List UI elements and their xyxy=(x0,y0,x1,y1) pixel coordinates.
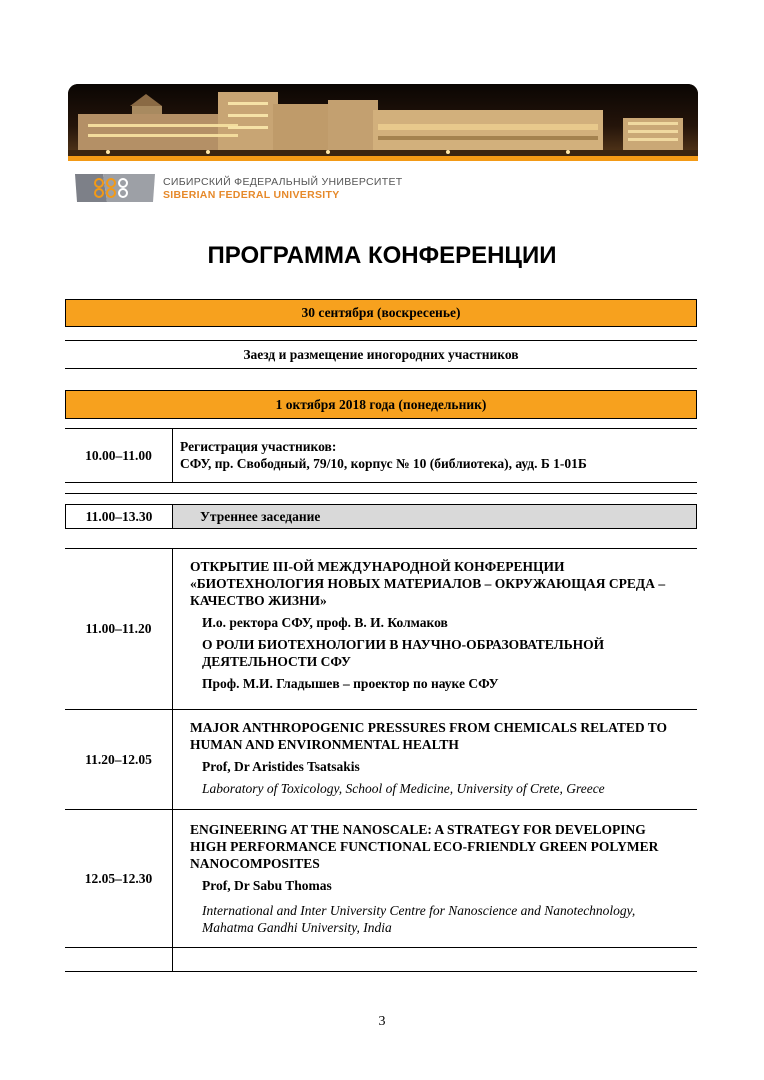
item-title: MAJOR ANTHROPOGENIC PRESSURES FROM CHEMICALS RELATED TO HUMAN AND ENVIRONMENTAL HEALTH xyxy=(190,720,668,752)
item-speaker: Prof, Dr Aristides Tsatsakis xyxy=(202,759,360,774)
day-header-sept-30: 30 сентября (воскресенье) xyxy=(65,299,697,327)
item-affiliation: International and Inter University Centre for Nanoscience and Nanotechnology, Mahatma Gandhi University, India xyxy=(202,903,636,935)
program-item-1 xyxy=(190,558,685,692)
page-title: ПРОГРАММА КОНФЕРЕНЦИИ xyxy=(207,242,557,269)
header-banner-photo xyxy=(68,84,698,160)
university-logo xyxy=(73,170,403,206)
arrival-note: Заезд и размещение иногородних участников xyxy=(243,346,519,362)
divider xyxy=(65,493,697,494)
column-divider xyxy=(172,947,173,971)
item-time: 12.05–12.30 xyxy=(84,870,153,886)
registration-time: 10.00–11.00 xyxy=(85,447,152,463)
registration-location: СФУ, пр. Свободный, 79/10, корпус № 10 (библиотека), ауд. Б 1-01Б xyxy=(180,456,587,471)
university-emblem-icon xyxy=(73,170,157,206)
banner-accent-bar xyxy=(68,156,698,161)
logo-text-russian: СИБИРСКИЙ ФЕДЕРАЛЬНЫЙ УНИВЕРСИТЕТ xyxy=(163,176,403,188)
item-speaker-secondary: Проф. М.И. Гладышев – проектор по науке СФУ xyxy=(202,676,499,691)
registration-label: Регистрация участников: xyxy=(180,439,337,454)
column-divider xyxy=(172,549,173,709)
session-time: 11.00–13.30 xyxy=(65,504,172,529)
item-time: 11.00–11.20 xyxy=(85,621,152,636)
session-label: Утреннее заседание xyxy=(200,509,321,524)
item-affiliation: Laboratory of Toxicology, School of Medicine, University of Crete, Greece xyxy=(202,781,605,796)
item-speaker: И.о. ректора СФУ, проф. В. И. Колмаков xyxy=(202,615,448,630)
item-title: ENGINEERING AT THE NANOSCALE: A STRATEGY FOR DEVELOPING HIGH PERFORMANCE FUNCTIONAL ECO-FRIENDLY GREEN POLYMER NANOCOMPOSITES xyxy=(190,822,659,871)
item-title: ОТКРЫТИЕ III-ОЙ МЕЖДУНАРОДНОЙ КОНФЕРЕНЦИИ «БИОТЕХНОЛОГИЯ НОВЫХ МАТЕРИАЛОВ – ОКРУЖАЮЩАЯ СРЕДА – КАЧЕСТВО ЖИЗНИ» xyxy=(190,559,666,608)
item-speaker: Prof, Dr Sabu Thomas xyxy=(202,878,332,893)
program-item-3 xyxy=(190,821,685,936)
logo-text-english: SIBERIAN FEDERAL UNIVERSITY xyxy=(163,189,340,201)
divider xyxy=(65,482,697,483)
divider xyxy=(65,947,697,948)
item-time: 11.20–12.05 xyxy=(85,751,152,767)
registration-details xyxy=(180,438,675,472)
column-divider xyxy=(172,429,173,482)
column-divider xyxy=(172,710,173,809)
page-number: 3 xyxy=(378,1014,386,1029)
day-header-oct-1: 1 октября 2018 года (понедельник) xyxy=(65,390,697,419)
divider xyxy=(65,368,697,369)
divider xyxy=(65,971,697,972)
item-title-secondary: О РОЛИ БИОТЕХНОЛОГИИ В НАУЧНО-ОБРАЗОВАТЕЛЬНОЙ ДЕЯТЕЛЬНОСТИ СФУ xyxy=(202,637,605,669)
program-item-2 xyxy=(190,719,685,797)
column-divider xyxy=(172,810,173,947)
